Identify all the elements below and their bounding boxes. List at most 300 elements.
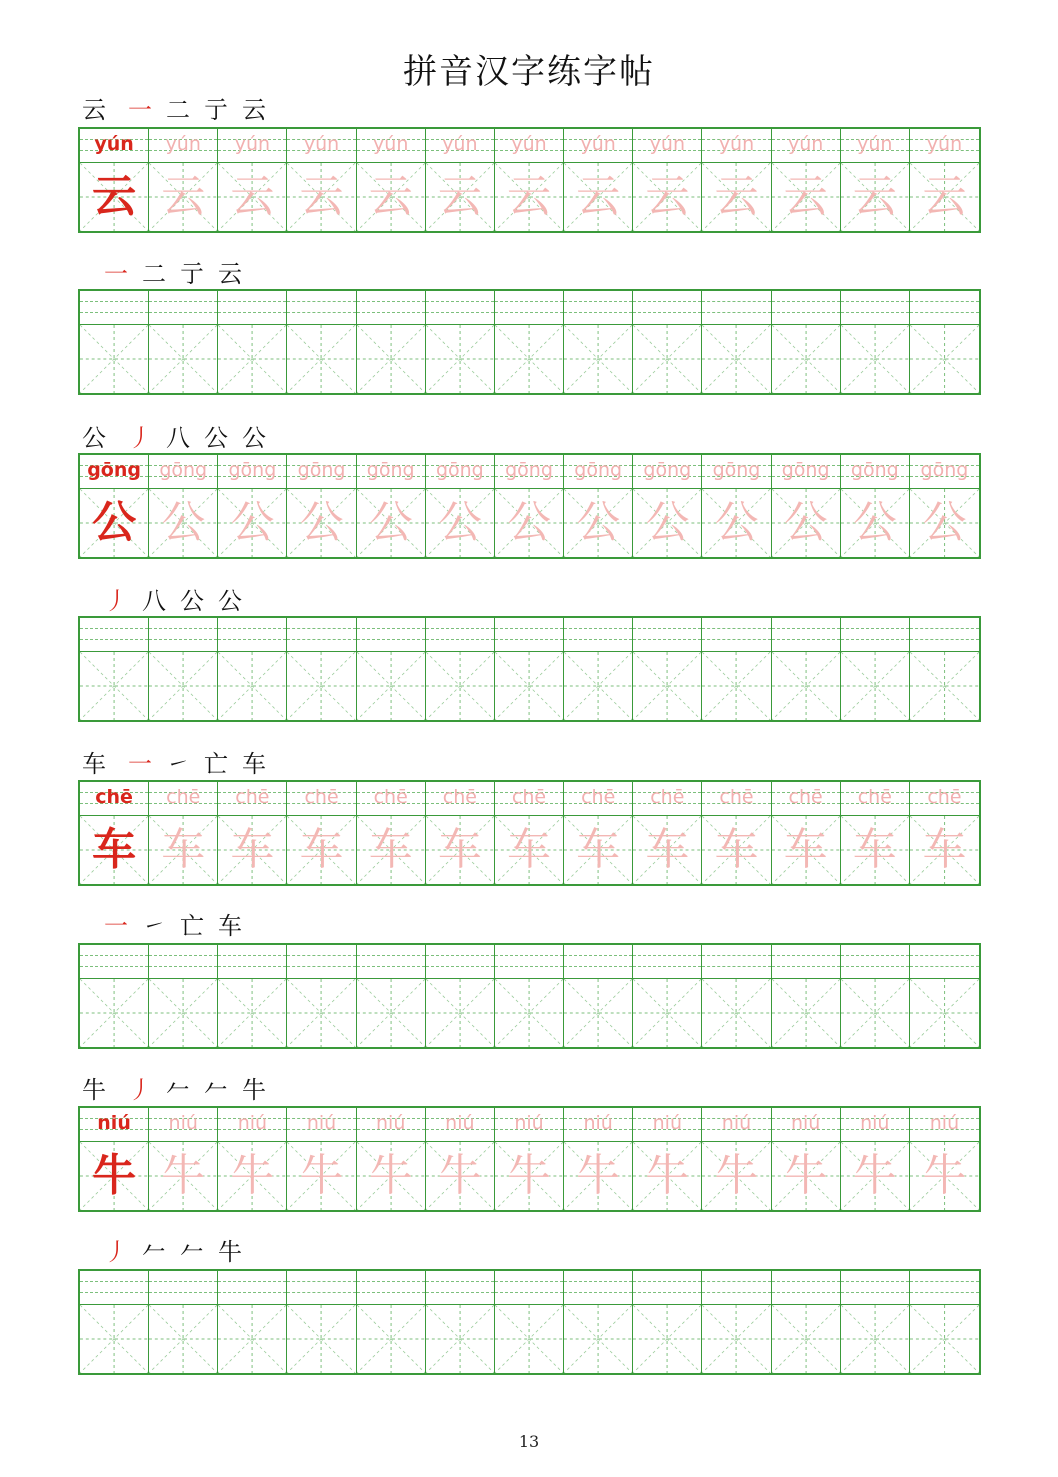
- grid-cell[interactable]: [910, 129, 979, 231]
- pinyin-box: [495, 1271, 563, 1305]
- pinyin-model: gōng: [87, 459, 141, 481]
- grid-cell[interactable]: [633, 782, 702, 884]
- pinyin-box: [80, 129, 148, 163]
- pinyin-box: [149, 455, 217, 489]
- grid-cell[interactable]: [287, 455, 356, 557]
- pinyin-box: [564, 945, 632, 979]
- grid-cell[interactable]: [702, 1271, 771, 1373]
- blank-practice-grid: [78, 289, 981, 395]
- character-trace: 车: [161, 824, 206, 875]
- stroke-step: 八: [142, 586, 166, 615]
- grid-cell[interactable]: [633, 1108, 702, 1210]
- pinyin-box: [426, 945, 494, 979]
- heading-character: 车: [82, 749, 106, 778]
- pinyin-box: [426, 1271, 494, 1305]
- pinyin-trace: niú: [514, 1112, 544, 1134]
- stroke-step: 牛: [218, 1237, 242, 1266]
- pinyin-box: [218, 782, 286, 816]
- grid-cell[interactable]: [495, 945, 564, 1047]
- grid-cell[interactable]: [149, 945, 218, 1047]
- stroke-step: 八: [166, 423, 190, 452]
- grid-cell[interactable]: [287, 1108, 356, 1210]
- grid-cell[interactable]: [149, 618, 218, 720]
- character-trace: 公: [437, 497, 482, 548]
- pinyin-trace: gōng: [228, 459, 277, 481]
- character-box: [564, 979, 632, 1047]
- character-box: [287, 163, 355, 231]
- grid-cell[interactable]: [426, 291, 495, 393]
- pinyin-box: [287, 618, 355, 652]
- character-trace: 车: [437, 824, 482, 875]
- pinyin-box: [287, 945, 355, 979]
- grid-cell[interactable]: [772, 618, 841, 720]
- grid-cell[interactable]: [841, 1108, 910, 1210]
- grid-cell[interactable]: [80, 455, 149, 557]
- grid-cell[interactable]: [149, 129, 218, 231]
- stroke-order-heading: [82, 90, 280, 124]
- pinyin-trace: chē: [235, 786, 270, 808]
- character-box: [149, 1305, 217, 1373]
- pinyin-box: [495, 782, 563, 816]
- character-box: [218, 325, 286, 393]
- character-trace: 车: [299, 824, 344, 875]
- character-box: [426, 1305, 494, 1373]
- grid-cell[interactable]: [218, 945, 287, 1047]
- stroke-step: 公: [180, 586, 204, 615]
- grid-cell[interactable]: [633, 1271, 702, 1373]
- grid-cell[interactable]: [218, 1271, 287, 1373]
- character-trace: 公: [368, 497, 413, 548]
- character-box: [495, 816, 563, 884]
- grid-cell[interactable]: [910, 291, 979, 393]
- pinyin-box: [287, 782, 355, 816]
- character-trace: 云: [161, 171, 206, 222]
- pinyin-trace: niú: [306, 1112, 337, 1134]
- character-trace: 云: [437, 171, 482, 222]
- character-trace: 牛: [645, 1150, 690, 1201]
- pinyin-model: niú: [97, 1112, 131, 1134]
- grid-cell[interactable]: [80, 129, 149, 231]
- pinyin-box: [772, 291, 840, 325]
- grid-cell[interactable]: [633, 291, 702, 393]
- grid-cell[interactable]: [841, 945, 910, 1047]
- character-box: [910, 325, 979, 393]
- pinyin-trace: niú: [376, 1112, 406, 1134]
- grid-cell[interactable]: [149, 291, 218, 393]
- stroke-step: 丿: [128, 1075, 152, 1104]
- pinyin-trace: niú: [583, 1112, 613, 1134]
- grid-cell[interactable]: [564, 129, 633, 231]
- character-box: [564, 163, 632, 231]
- grid-cell[interactable]: [357, 455, 426, 557]
- grid-cell[interactable]: [218, 618, 287, 720]
- blank-practice-grid: [78, 1269, 981, 1375]
- stroke-step: 公: [204, 423, 228, 452]
- tracing-grid: [78, 127, 981, 233]
- pinyin-trace: yún: [165, 133, 201, 155]
- grid-cell[interactable]: [357, 1271, 426, 1373]
- pinyin-trace: chē: [581, 786, 616, 808]
- character-box: [841, 325, 909, 393]
- character-box: [426, 489, 494, 557]
- character-box: [633, 163, 701, 231]
- grid-cell[interactable]: [149, 1108, 218, 1210]
- pinyin-box: [564, 291, 632, 325]
- grid-cell[interactable]: [149, 455, 218, 557]
- grid-cell[interactable]: [287, 1271, 356, 1373]
- grid-cell[interactable]: [495, 129, 564, 231]
- grid-cell[interactable]: [80, 945, 149, 1047]
- pinyin-box: [910, 618, 979, 652]
- stroke-step: 𠂉: [180, 1237, 204, 1266]
- stroke-step: 车: [218, 911, 242, 940]
- grid-cell[interactable]: [564, 782, 633, 884]
- pinyin-box: [80, 291, 148, 325]
- character-box: [564, 816, 632, 884]
- grid-cell[interactable]: [702, 782, 771, 884]
- character-box: [633, 325, 701, 393]
- pinyin-trace: yún: [580, 133, 616, 155]
- grid-cell[interactable]: [218, 455, 287, 557]
- grid-cell[interactable]: [287, 618, 356, 720]
- stroke-step: 丿: [128, 423, 152, 452]
- pinyin-box: [841, 129, 909, 163]
- grid-cell[interactable]: [287, 782, 356, 884]
- stroke-step: 𠂉: [166, 1075, 190, 1104]
- stroke-step: 牛: [242, 1075, 266, 1104]
- character-box: [772, 979, 840, 1047]
- pinyin-trace: yún: [442, 133, 478, 155]
- grid-cell[interactable]: [633, 945, 702, 1047]
- pinyin-trace: niú: [929, 1112, 960, 1134]
- character-trace: 牛: [368, 1150, 413, 1201]
- pinyin-box: [149, 782, 217, 816]
- pinyin-trace: gōng: [574, 459, 623, 481]
- grid-cell[interactable]: [772, 945, 841, 1047]
- page-number: 13: [518, 1432, 540, 1451]
- stroke-order-heading: [82, 744, 280, 778]
- pinyin-trace: niú: [445, 1112, 475, 1134]
- character-box: [910, 163, 979, 231]
- pinyin-trace: chē: [650, 786, 685, 808]
- tracing-grid: [78, 1106, 981, 1212]
- pinyin-box: [841, 455, 909, 489]
- pinyin-box: [80, 1271, 148, 1305]
- character-trace: 公: [645, 497, 690, 548]
- pinyin-box: [426, 1108, 494, 1142]
- grid-cell[interactable]: [841, 782, 910, 884]
- pinyin-box: [495, 945, 563, 979]
- character-box: [910, 652, 979, 720]
- character-box: [633, 1142, 701, 1210]
- pinyin-box: [426, 618, 494, 652]
- grid-cell[interactable]: [426, 1271, 495, 1373]
- grid-cell[interactable]: [426, 129, 495, 231]
- character-box: [772, 1305, 840, 1373]
- grid-cell[interactable]: [287, 291, 356, 393]
- grid-cell[interactable]: [218, 782, 287, 884]
- pinyin-box: [80, 455, 148, 489]
- character-trace: 牛: [852, 1150, 897, 1201]
- grid-cell[interactable]: [287, 129, 356, 231]
- pinyin-trace: yún: [234, 133, 271, 155]
- grid-cell[interactable]: [495, 455, 564, 557]
- character-box: [80, 489, 148, 557]
- character-box: [357, 163, 425, 231]
- grid-cell[interactable]: [149, 782, 218, 884]
- character-box: [633, 816, 701, 884]
- pinyin-trace: gōng: [159, 459, 208, 481]
- character-box: [910, 1142, 979, 1210]
- grid-cell[interactable]: [495, 782, 564, 884]
- grid-cell[interactable]: [80, 291, 149, 393]
- character-box: [218, 816, 286, 884]
- pinyin-box: [702, 1271, 770, 1305]
- pinyin-trace: niú: [790, 1112, 821, 1134]
- grid-cell[interactable]: [80, 618, 149, 720]
- pinyin-trace: chē: [857, 786, 892, 808]
- character-box: [841, 816, 909, 884]
- character-box: [772, 816, 840, 884]
- grid-cell[interactable]: [841, 291, 910, 393]
- character-trace: 车: [922, 824, 967, 875]
- grid-cell[interactable]: [702, 291, 771, 393]
- grid-cell[interactable]: [357, 618, 426, 720]
- character-box: [218, 1142, 286, 1210]
- character-box: [495, 163, 563, 231]
- grid-cell[interactable]: [495, 1271, 564, 1373]
- character-box: [149, 325, 217, 393]
- character-trace: 云: [714, 171, 759, 222]
- grid-cell[interactable]: [218, 1108, 287, 1210]
- pinyin-box: [841, 1108, 909, 1142]
- grid-cell[interactable]: [910, 782, 979, 884]
- pinyin-trace: yún: [373, 133, 409, 155]
- grid-cell[interactable]: [218, 129, 287, 231]
- heading-character: 牛: [82, 1075, 106, 1104]
- character-trace: 云: [645, 171, 690, 222]
- heading-character: 云: [82, 95, 106, 124]
- grid-cell[interactable]: [564, 455, 633, 557]
- pinyin-box: [910, 1271, 979, 1305]
- stroke-step: 亍: [204, 95, 228, 124]
- pinyin-box: [149, 129, 217, 163]
- grid-cell[interactable]: [841, 1271, 910, 1373]
- grid-cell[interactable]: [495, 1108, 564, 1210]
- stroke-step: 一: [128, 749, 152, 778]
- character-box: [495, 979, 563, 1047]
- pinyin-trace: yún: [787, 133, 824, 155]
- pinyin-box: [910, 455, 979, 489]
- character-box: [841, 652, 909, 720]
- grid-cell[interactable]: [772, 291, 841, 393]
- character-box: [702, 163, 770, 231]
- character-trace: 车: [230, 824, 275, 875]
- character-trace: 牛: [576, 1150, 621, 1201]
- grid-cell[interactable]: [426, 945, 495, 1047]
- grid-cell[interactable]: [564, 945, 633, 1047]
- stroke-step: ㇀: [142, 911, 166, 940]
- grid-cell[interactable]: [357, 945, 426, 1047]
- grid-cell[interactable]: [80, 1271, 149, 1373]
- grid-cell[interactable]: [218, 291, 287, 393]
- pinyin-box: [702, 455, 770, 489]
- pinyin-box: [702, 291, 770, 325]
- character-trace: 车: [368, 824, 413, 875]
- grid-cell[interactable]: [426, 1108, 495, 1210]
- pinyin-box: [80, 618, 148, 652]
- pinyin-box: [633, 618, 701, 652]
- pinyin-trace: chē: [166, 786, 201, 808]
- pinyin-box: [426, 782, 494, 816]
- grid-cell[interactable]: [702, 945, 771, 1047]
- grid-cell[interactable]: [149, 1271, 218, 1373]
- pinyin-box: [149, 291, 217, 325]
- grid-cell[interactable]: [564, 1271, 633, 1373]
- character-trace: 牛: [299, 1150, 344, 1201]
- pinyin-box: [772, 1108, 840, 1142]
- pinyin-box: [772, 782, 840, 816]
- pinyin-box: [564, 455, 632, 489]
- character-box: [841, 979, 909, 1047]
- grid-cell[interactable]: [841, 455, 910, 557]
- grid-cell[interactable]: [772, 782, 841, 884]
- grid-cell[interactable]: [910, 1271, 979, 1373]
- pinyin-box: [633, 1271, 701, 1305]
- pinyin-box: [841, 945, 909, 979]
- character-box: [564, 652, 632, 720]
- grid-cell[interactable]: [633, 455, 702, 557]
- grid-cell[interactable]: [772, 1271, 841, 1373]
- pinyin-trace: gōng: [435, 459, 484, 481]
- character-box: [426, 652, 494, 720]
- stroke-step: 公: [218, 586, 242, 615]
- pinyin-box: [287, 291, 355, 325]
- grid-cell[interactable]: [702, 1108, 771, 1210]
- character-box: [495, 325, 563, 393]
- character-box: [80, 816, 148, 884]
- grid-cell[interactable]: [772, 1108, 841, 1210]
- grid-cell[interactable]: [633, 618, 702, 720]
- pinyin-box: [910, 782, 979, 816]
- character-box: [564, 489, 632, 557]
- character-box: [357, 1142, 425, 1210]
- character-box: [80, 1142, 148, 1210]
- blank-practice-grid: [78, 616, 981, 722]
- heading-character: 公: [82, 423, 106, 452]
- character-box: [910, 816, 979, 884]
- grid-cell[interactable]: [426, 455, 495, 557]
- grid-cell[interactable]: [287, 945, 356, 1047]
- character-box: [426, 816, 494, 884]
- character-box: [910, 1305, 979, 1373]
- grid-cell[interactable]: [910, 945, 979, 1047]
- character-box: [218, 489, 286, 557]
- grid-cell[interactable]: [910, 618, 979, 720]
- character-box: [702, 325, 770, 393]
- character-box: [218, 979, 286, 1047]
- character-trace: 牛: [437, 1150, 482, 1201]
- grid-cell[interactable]: [80, 782, 149, 884]
- grid-cell[interactable]: [357, 291, 426, 393]
- character-model: 公: [92, 497, 137, 548]
- grid-cell[interactable]: [772, 455, 841, 557]
- character-box: [772, 163, 840, 231]
- stroke-order-repeat: [104, 581, 256, 615]
- character-box: [426, 1142, 494, 1210]
- grid-cell[interactable]: [495, 618, 564, 720]
- grid-cell[interactable]: [564, 618, 633, 720]
- character-box: [287, 979, 355, 1047]
- character-box: [426, 163, 494, 231]
- character-trace: 车: [783, 824, 828, 875]
- grid-cell[interactable]: [633, 129, 702, 231]
- character-box: [633, 979, 701, 1047]
- character-box: [495, 1142, 563, 1210]
- grid-cell[interactable]: [702, 455, 771, 557]
- pinyin-box: [149, 618, 217, 652]
- character-box: [772, 1142, 840, 1210]
- grid-cell[interactable]: [426, 782, 495, 884]
- grid-cell[interactable]: [841, 129, 910, 231]
- pinyin-box: [772, 1271, 840, 1305]
- character-box: [702, 1142, 770, 1210]
- grid-cell[interactable]: [357, 129, 426, 231]
- pinyin-box: [218, 618, 286, 652]
- character-trace: 车: [645, 824, 690, 875]
- grid-cell[interactable]: [357, 782, 426, 884]
- stroke-order-heading: [82, 418, 280, 452]
- grid-cell[interactable]: [910, 1108, 979, 1210]
- grid-cell[interactable]: [702, 618, 771, 720]
- character-box: [426, 979, 494, 1047]
- character-trace: 公: [299, 497, 344, 548]
- grid-cell[interactable]: [80, 1108, 149, 1210]
- pinyin-box: [910, 945, 979, 979]
- character-box: [772, 489, 840, 557]
- character-box: [702, 816, 770, 884]
- grid-cell[interactable]: [564, 291, 633, 393]
- pinyin-box: [772, 945, 840, 979]
- stroke-step: 云: [218, 259, 242, 288]
- grid-cell[interactable]: [910, 455, 979, 557]
- grid-cell[interactable]: [495, 291, 564, 393]
- pinyin-box: [287, 1271, 355, 1305]
- stroke-order-heading: [82, 1070, 280, 1104]
- grid-cell[interactable]: [426, 618, 495, 720]
- pinyin-model: yún: [94, 133, 134, 155]
- pinyin-trace: gōng: [712, 459, 761, 481]
- stroke-step: 云: [242, 95, 266, 124]
- stroke-step: 一: [104, 911, 128, 940]
- grid-cell[interactable]: [841, 618, 910, 720]
- character-trace: 云: [852, 171, 897, 222]
- pinyin-trace: chē: [719, 786, 754, 808]
- pinyin-trace: niú: [168, 1112, 198, 1134]
- character-box: [357, 489, 425, 557]
- character-box: [841, 489, 909, 557]
- grid-cell[interactable]: [357, 1108, 426, 1210]
- character-box: [910, 489, 979, 557]
- pinyin-trace: niú: [237, 1112, 268, 1134]
- pinyin-trace: chē: [304, 786, 339, 808]
- grid-cell[interactable]: [772, 129, 841, 231]
- pinyin-box: [633, 945, 701, 979]
- grid-cell[interactable]: [702, 129, 771, 231]
- pinyin-trace: gōng: [297, 459, 346, 481]
- grid-cell[interactable]: [564, 1108, 633, 1210]
- stroke-step: 亍: [180, 259, 204, 288]
